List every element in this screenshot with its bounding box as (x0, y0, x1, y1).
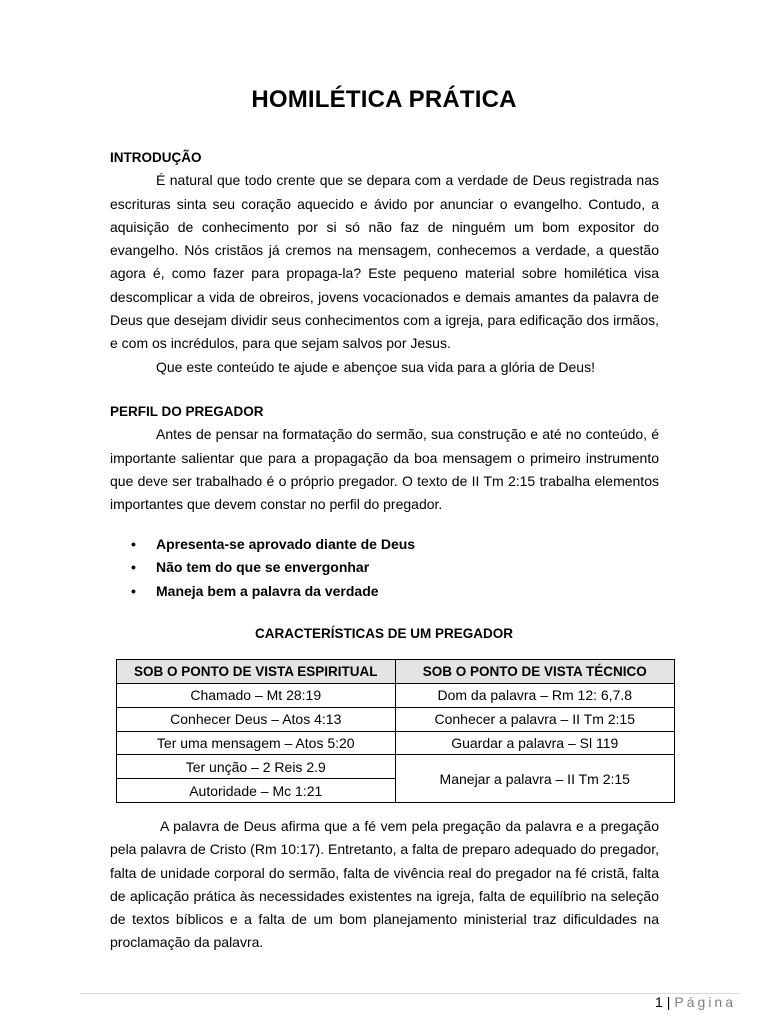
table-row (117, 755, 675, 779)
table-cell: Dom da palavra – Rm 12: 6,7.8 (395, 684, 674, 708)
closing-section (110, 815, 659, 955)
page-label: Página (674, 994, 736, 1010)
table-cell: Guardar a palavra – Sl 119 (395, 731, 674, 755)
intro-closing-line: Que este conteúdo te ajude e abençoe sua vida para a glória de Deus! (156, 358, 595, 375)
bullet-icon: • (131, 582, 136, 599)
document-title: HOMILÉTICA PRÁTICA (251, 86, 517, 113)
table-header-row (117, 660, 675, 684)
footer-separator: | (666, 994, 671, 1010)
perfil-heading: PERFIL DO PREGADOR (110, 404, 264, 419)
page-number: 1 (654, 994, 663, 1010)
intro-section (110, 146, 659, 379)
table-cell: Ter unção – 2 Reis 2.9 (117, 755, 396, 779)
table-cell: Chamado – Mt 28:19 (117, 684, 396, 708)
intro-heading: INTRODUÇÃO (110, 150, 202, 165)
table-row (117, 707, 675, 731)
footer-divider (80, 993, 740, 994)
table-cell: Conhecer a palavra – II Tm 2:15 (395, 707, 674, 731)
closing-paragraph: A palavra de Deus afirma que a fé vem pela pregação da palavra e a pregação pela palavra de Cristo (Rm 10:17). Entretanto, a falta de preparo adequado do pregador, falta de unidade corporal do sermão, falta de vivência real do pregador na fé cristã, falta de aplicação prática às necessidades existentes na igreja, falta de equilíbrio na seleção de textos bíblicos e a falta de um bom planejamento ministerial traz dificuldades na proclamação da palavra. (110, 818, 659, 951)
table-cell: Conhecer Deus – Atos 4:13 (117, 707, 396, 731)
list-item: • Maneja bem a palavra da verdade (131, 580, 631, 603)
column-header-technical: SOB O PONTO DE VISTA TÉCNICO (395, 660, 674, 684)
perfil-section (110, 400, 659, 516)
table-cell: Autoridade – Mc 1:21 (117, 779, 396, 803)
bullet-icon: • (131, 559, 136, 576)
table-cell-merged: Manejar a palavra – II Tm 2:15 (395, 755, 674, 803)
list-item: • Apresenta-se aprovado diante de Deus (131, 533, 631, 556)
table-cell: Ter uma mensagem – Atos 5:20 (117, 731, 396, 755)
table-row (117, 684, 675, 708)
bullet-icon: • (131, 536, 136, 552)
bullet-list (131, 533, 631, 603)
column-header-spiritual: SOB O PONTO DE VISTA ESPIRITUAL (117, 660, 396, 684)
perfil-paragraph: Antes de pensar na formatação do sermão, sua construção e até no conteúdo, é importante salientar que para a propagação da boa mensagem o primeiro instrumento que deve ser trabalhado é o próprio pregador. O texto de II Tm 2:15 trabalha elementos importantes que devem constar no perfil do pregador. (110, 426, 659, 513)
intro-paragraph: É natural que todo crente que se depara com a verdade de Deus registrada nas escrituras sinta seu coração aquecido e ávido por anunciar o evangelho. Contudo, a aquisição de conhecimento por si só não faz de ninguém um bom expositor do evangelho. Nós cristãos já cremos na mensagem, conhecemos a verdade, a questão agora é, como fazer para propaga-la? Este pequeno material sobre homilética visa descomplicar a vida de obreiros, jovens vocacionados e demais amantes da palavra de Deus que desejam dividir seus conhecimentos com a igreja, para edificação dos irmãos, e com os incrédulos, para que sejam salvos por Jesus. (110, 172, 659, 352)
characteristics-table (116, 659, 675, 803)
page-footer (655, 992, 736, 1012)
table-title: CARACTERÍSTICAS DE UM PREGADOR (254, 626, 513, 641)
table-row (117, 731, 675, 755)
list-item: • Não tem do que se envergonhar (131, 556, 631, 579)
